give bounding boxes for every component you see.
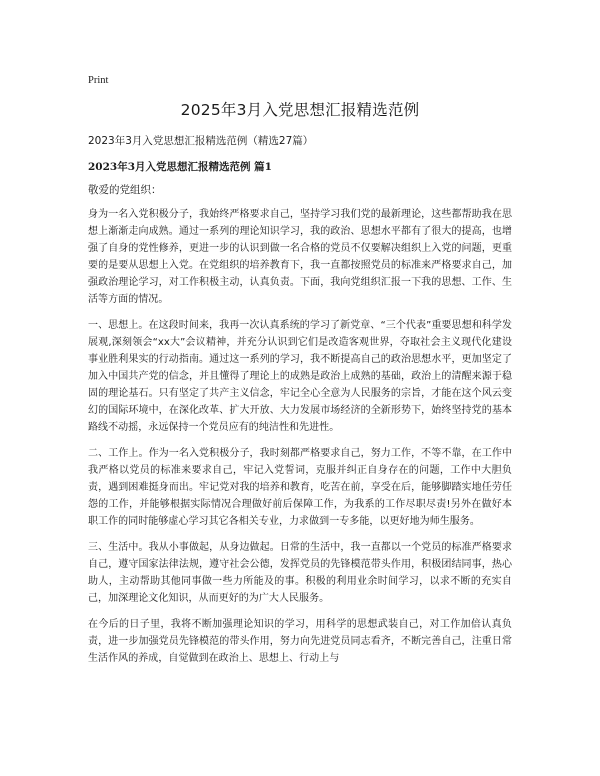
paragraph-intro: 身为一名入党积极分子，我始终严格要求自己，坚持学习我们党的最新理论，这些都帮助我在思想上渐渐走向成熟。通过一系列的理论知识学习，我的政治、思想水平都有了很大的提高，也增强了自身的党性修养，更进一步的认识到做一名合格的党员不仅要解决组织上入党的问题，更重要的是要从思想上入党。在党组织的培养教育下，我一直都按照党员的标准来严格要求自己，加强政治理论学习，对工作积极主动，认真负责。下面，我向党组织汇报一下我的思想、工作、生活等方面的情况。 [88, 209, 512, 305]
greeting: 敬爱的党组织： [88, 184, 162, 196]
document-subtitle: 2023年3月入党思想汇报精选范例（精选27篇） [88, 135, 314, 147]
paragraph-future: 在今后的日子里，我将不断加强理论知识的学习，用科学的思想武装自己，对工作加倍认真负责，进一步加强党员先锋模范的带头作用，努力向先进党员同志看齐，不断完善自己，注重日常生活作风的养成，自觉做到在政治上、思想上、行动上与 [88, 619, 512, 664]
section-heading: 2023年3月入党思想汇报精选范例 篇1 [88, 161, 272, 173]
paragraph-life: 三、生活中。我从小事做起，从身边做起。日常的生活中，我一直都以一个党员的标准严格要求自己，遵守国家法律法规，遵守社会公德，发挥党员的先锋模范带头作用，积极团结同事，热心助人，主动帮助其他同事做一些力所能及的事。积极的利用业余时间学习，以求不断的充实自己，加深理论文化知识，从而更好的为广大人民服务。 [88, 542, 512, 604]
paragraph-ideology: 一、思想上。在这段时间来，我再一次认真系统的学习了新党章、“三个代表”重要思想和科学发展观,深刻领会“xx大”会议精神，并充分认识到它们是改造客观世界，夺取社会主义现代化建设事业胜利果实的行动指南。通过这一系列的学习，我不断提高自己的政治思想水平，更加坚定了加入中国共产党的信念，并且懂得了理论上的成熟是政治上成熟的基础，政治上的清醒来源于稳固的理论基石。只有坚定了共产主义信念，牢记全心全意为人民服务的宗旨，才能在这个风云变幻的国际环境中，在深化改革、扩大开放、大力发展市场经济的全新形势下，始终坚持党的基本路线不动摇，永远保持一个党员应有的纯洁性和先进性。 [88, 320, 512, 433]
print-link[interactable]: Print [88, 75, 109, 86]
paragraph-work: 二、工作上。作为一名入党积极分子，我时刻都严格要求自己，努力工作，不等不靠，在工作中我严格以党员的标准来要求自己，牢记入党誓词，克服并纠正自身存在的问题，工作中大胆负责，遇到困难挺身而出。牢记党对我的培养和教育，吃苦在前，享受在后，能够脚踏实地任劳任怨的工作，并能够根据实际情况合理做好前后保障工作，为我系的工作尽职尽责!另外在做好本职工作的同时能够虚心学习其它各相关专业，力求做到一专多能，以更好地为师生服务。 [88, 448, 512, 527]
document-title: 2025年3月入党思想汇报精选范例 [180, 101, 420, 119]
